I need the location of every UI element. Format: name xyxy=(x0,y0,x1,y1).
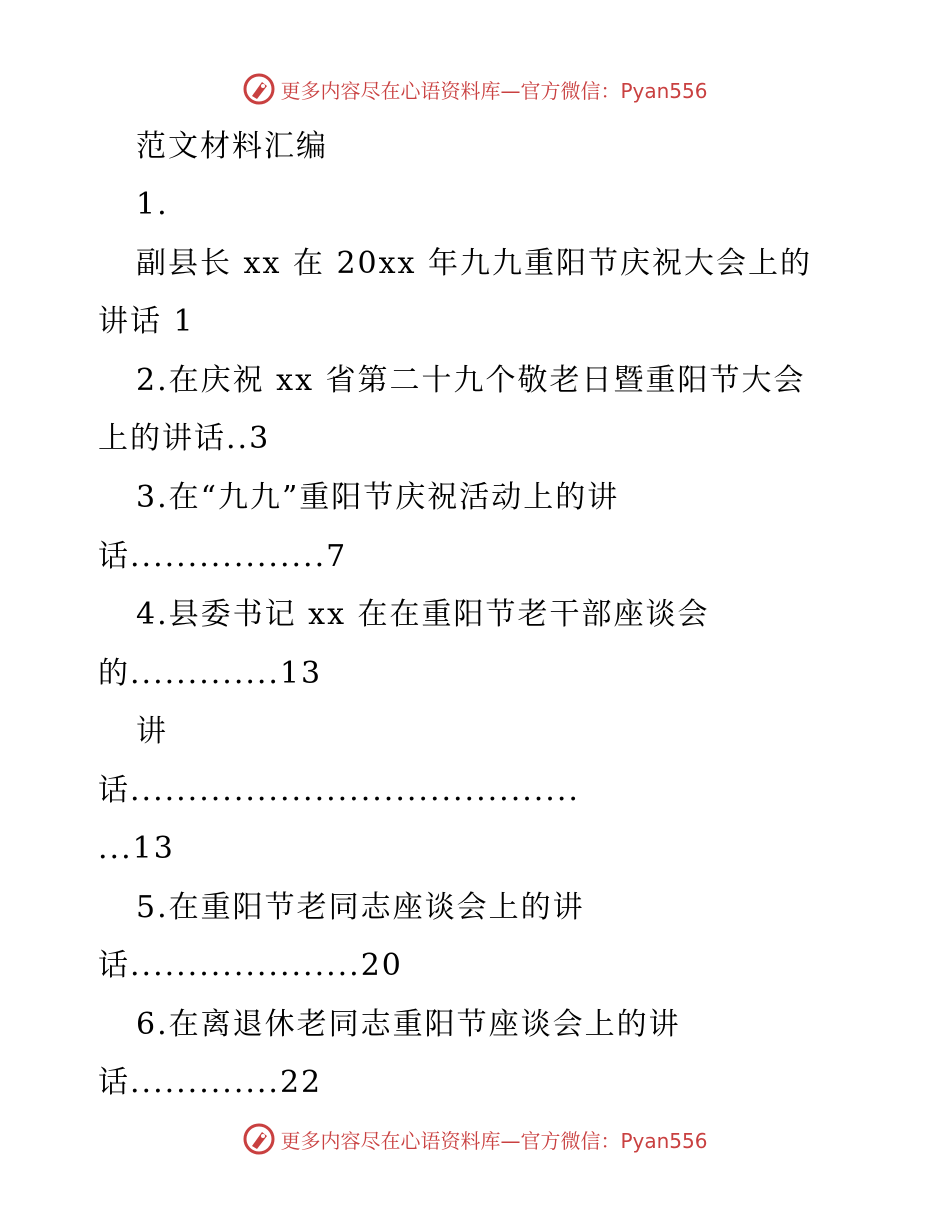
banner-text: 更多内容尽在心语资料库—官方微信：Pyan556 xyxy=(280,78,708,103)
toc-line: 上的讲话..3 xyxy=(98,421,271,456)
toc-line: 副县长 xx 在 20xx 年九九重阳节庆祝大会上的 xyxy=(136,246,812,281)
toc-line: 话.............22 xyxy=(98,1065,323,1100)
header-banner xyxy=(0,72,950,106)
toc-line: 2.在庆祝 xx 省第二十九个敬老日暨重阳节大会 xyxy=(136,363,806,398)
toc-line: ...13 xyxy=(98,831,175,866)
banner-text: 更多内容尽在心语资料库—官方微信：Pyan556 xyxy=(280,1128,708,1153)
footer-banner xyxy=(0,1122,950,1156)
toc-line: 1. xyxy=(136,187,169,222)
toc-line: 4.县委书记 xx 在在重阳节老干部座谈会 xyxy=(136,597,710,632)
toc-line: 的.............13 xyxy=(98,656,323,691)
toc-line: 3.在“九九”重阳节庆祝活动上的讲 xyxy=(136,480,620,515)
toc-line: 讲话 1 xyxy=(98,304,195,339)
toc-line: 5.在重阳节老同志座谈会上的讲 xyxy=(136,890,585,925)
toc-line: 话....................................... xyxy=(98,773,580,808)
toc-line: 6.在离退休老同志重阳节座谈会上的讲 xyxy=(136,1007,681,1042)
toc-line: 话....................20 xyxy=(98,948,403,983)
toc-line: 话.................7 xyxy=(98,539,348,574)
toc-line: 讲 xyxy=(136,714,168,749)
pen-nib-circle-icon xyxy=(242,1122,276,1156)
pen-nib-circle-icon xyxy=(242,72,276,106)
document-title: 范文材料汇编 xyxy=(136,129,328,164)
